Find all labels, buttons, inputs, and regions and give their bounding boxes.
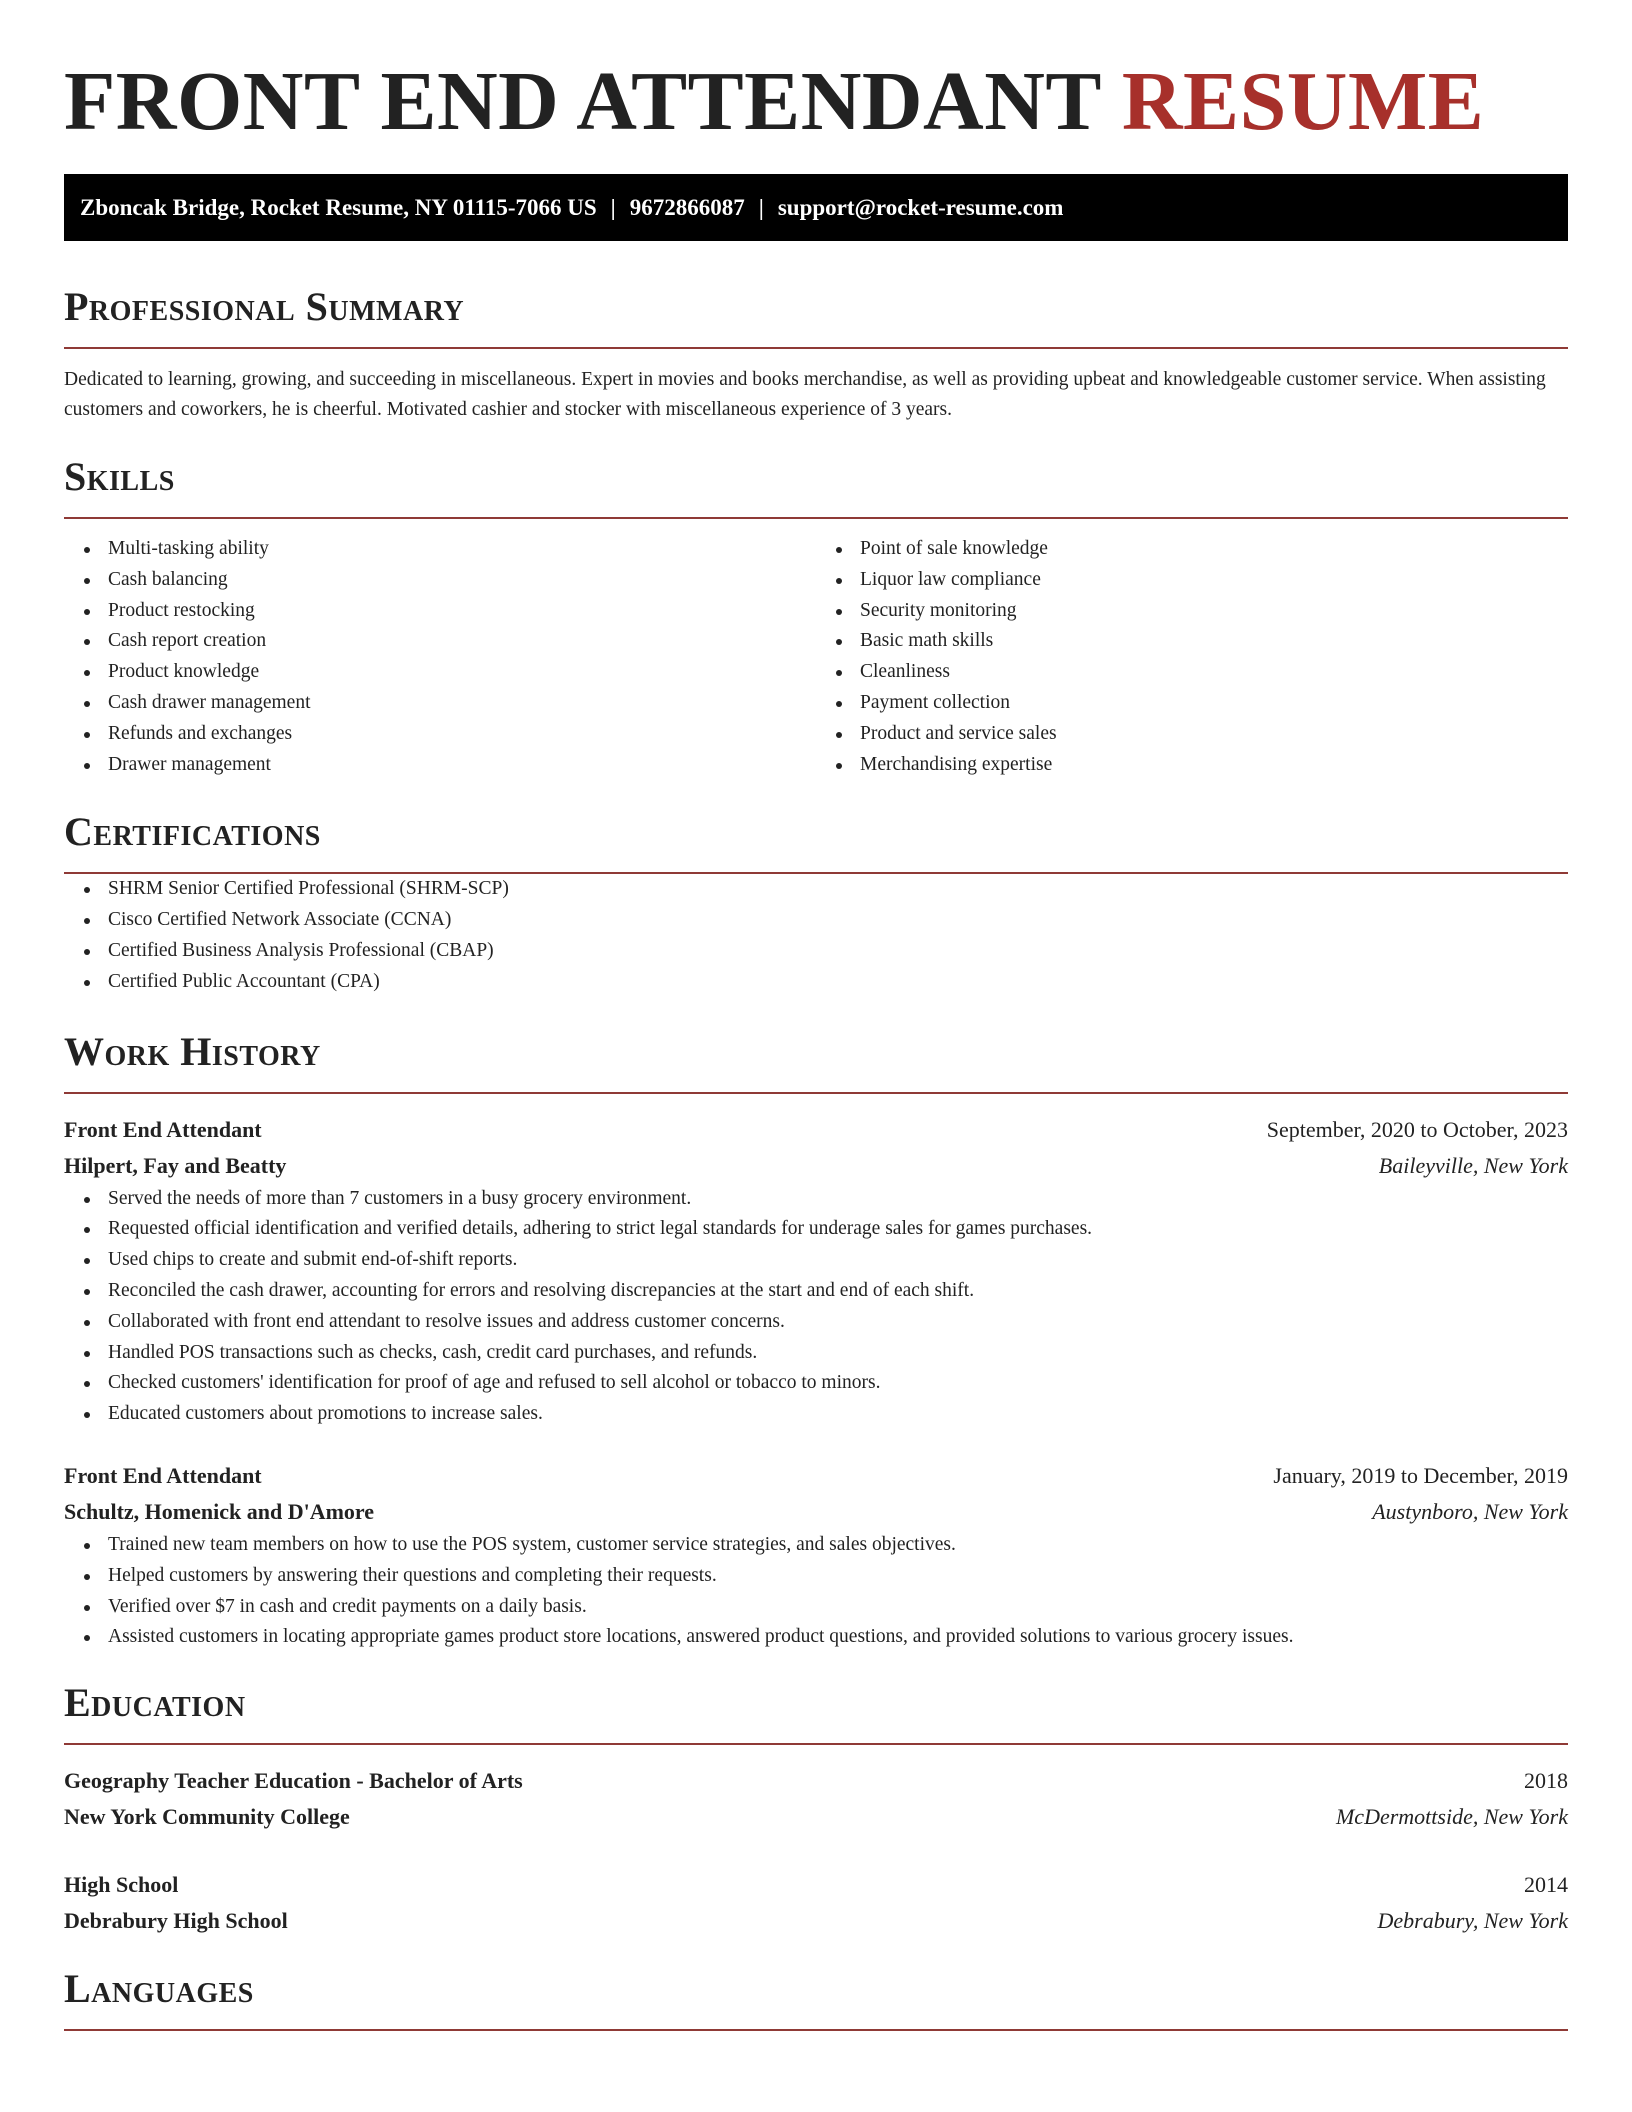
skill-item: Cash drawer management	[108, 688, 816, 719]
education-location: Debrabury, New York	[1377, 1908, 1568, 1934]
skills-grid	[64, 534, 1568, 780]
education-heading: Education	[64, 1677, 1568, 1745]
job-location: Baileyville, New York	[1378, 1152, 1568, 1178]
work-history-heading: Work History	[64, 1026, 1568, 1094]
job-entry	[64, 1112, 1568, 1430]
skills-list-left	[64, 534, 816, 780]
job-duty-item: Served the needs of more than 7 customers in a busy grocery environment.	[108, 1184, 1568, 1215]
education-degree: Geography Teacher Education - Bachelor of Arts	[64, 1768, 523, 1794]
skill-item: Drawer management	[108, 750, 816, 781]
skill-item: Point of sale knowledge	[860, 534, 1568, 565]
certification-item: Cisco Certified Network Associate (CCNA)	[108, 905, 1568, 936]
skills-column-right	[816, 534, 1568, 780]
summary-heading: Professional Summary	[64, 281, 1568, 349]
education-location: McDermottside, New York	[1335, 1804, 1568, 1830]
job-duties-list	[64, 1184, 1568, 1430]
job-title: Front End Attendant	[64, 1116, 262, 1142]
skills-list-right	[816, 534, 1568, 780]
certification-item: Certified Business Analysis Professional (CBAP)	[108, 936, 1568, 967]
skill-item: Liquor law compliance	[860, 565, 1568, 596]
skill-item: Product knowledge	[108, 657, 816, 688]
skill-item: Product restocking	[108, 596, 816, 627]
education-entry	[64, 1763, 1568, 1835]
resume-title-accent: RESUME	[1121, 55, 1485, 148]
education-entry	[64, 1867, 1568, 1939]
contact-email: support@rocket-resume.com	[777, 195, 1064, 220]
skill-item: Product and service sales	[860, 719, 1568, 750]
contact-separator: |	[610, 195, 616, 220]
summary-section	[64, 281, 1568, 425]
languages-section	[64, 1963, 1568, 2031]
job-company-row	[64, 1148, 1568, 1184]
certification-item: SHRM Senior Certified Professional (SHRM-SCP)	[108, 874, 1568, 905]
skills-heading: Skills	[64, 451, 1568, 519]
job-title: Front End Attendant	[64, 1462, 262, 1488]
education-degree-row	[64, 1867, 1568, 1903]
contact-phone: 9672866087	[629, 195, 745, 220]
job-duty-item: Checked customers' identification for proof of age and refused to sell alcohol or tobacco to minors.	[108, 1368, 1568, 1399]
job-dates: January, 2019 to December, 2019	[1273, 1462, 1568, 1488]
skills-column-left	[64, 534, 816, 780]
contact-separator: |	[758, 195, 764, 220]
contact-address: Zboncak Bridge, Rocket Resume, NY 01115-7066 US	[80, 195, 597, 220]
resume-title-main: FRONT END ATTENDANT	[64, 55, 1101, 148]
resume-title	[64, 52, 1568, 152]
job-duty-item: Used chips to create and submit end-of-shift reports.	[108, 1245, 1568, 1276]
job-duty-item: Verified over $7 in cash and credit payments on a daily basis.	[108, 1592, 1568, 1623]
skill-item: Security monitoring	[860, 596, 1568, 627]
job-duty-item: Helped customers by answering their questions and completing their requests.	[108, 1561, 1568, 1592]
education-year: 2014	[1524, 1872, 1568, 1898]
job-duties-list	[64, 1530, 1568, 1653]
contact-bar	[64, 174, 1568, 241]
job-duty-item: Collaborated with front end attendant to resolve issues and address customer concerns.	[108, 1307, 1568, 1338]
education-school: New York Community College	[64, 1804, 350, 1830]
skills-section	[64, 451, 1568, 780]
job-company: Schultz, Homenick and D'Amore	[64, 1498, 375, 1524]
summary-text: Dedicated to learning, growing, and succeeding in miscellaneous. Expert in movies and books merchandise, as well as providing upbeat and knowledgeable customer service. When assisting customers and coworkers, he is cheerful. Motivated cashier and stocker with miscellaneous experience of 3 years.	[64, 369, 1546, 420]
education-year: 2018	[1524, 1768, 1568, 1794]
skill-item: Cleanliness	[860, 657, 1568, 688]
skill-item: Cash balancing	[108, 565, 816, 596]
education-school-row	[64, 1903, 1568, 1939]
education-section	[64, 1677, 1568, 1939]
job-duty-item: Educated customers about promotions to increase sales.	[108, 1399, 1568, 1430]
certifications-section	[64, 806, 1568, 997]
job-duty-item: Reconciled the cash drawer, accounting for errors and resolving discrepancies at the start and end of each shift.	[108, 1276, 1568, 1307]
education-school-row	[64, 1799, 1568, 1835]
job-duty-item: Trained new team members on how to use the POS system, customer service strategies, and sales objectives.	[108, 1530, 1568, 1561]
job-duty-item: Requested official identification and verified details, adhering to strict legal standards for underage sales for games purchases.	[108, 1214, 1568, 1245]
certifications-heading: Certifications	[64, 806, 1568, 874]
job-dates: September, 2020 to October, 2023	[1266, 1116, 1568, 1142]
skill-item: Payment collection	[860, 688, 1568, 719]
job-entry	[64, 1458, 1568, 1653]
job-title-row	[64, 1458, 1568, 1494]
job-company-row	[64, 1494, 1568, 1530]
job-company: Hilpert, Fay and Beatty	[64, 1152, 287, 1178]
work-history-section	[64, 1026, 1568, 1654]
certifications-list	[64, 874, 1568, 997]
languages-heading: Languages	[64, 1963, 1568, 2031]
education-degree-row	[64, 1763, 1568, 1799]
skill-item: Basic math skills	[860, 626, 1568, 657]
skill-item: Multi-tasking ability	[108, 534, 816, 565]
job-title-row	[64, 1112, 1568, 1148]
job-duty-item: Assisted customers in locating appropriate games product store locations, answered product questions, and provided solutions to various grocery issues.	[108, 1622, 1568, 1653]
education-school: Debrabury High School	[64, 1908, 288, 1934]
education-degree: High School	[64, 1872, 179, 1898]
skill-item: Refunds and exchanges	[108, 719, 816, 750]
skill-item: Cash report creation	[108, 626, 816, 657]
job-location: Austynboro, New York	[1372, 1498, 1568, 1524]
job-duty-item: Handled POS transactions such as checks, cash, credit card purchases, and refunds.	[108, 1338, 1568, 1369]
certification-item: Certified Public Accountant (CPA)	[108, 967, 1568, 998]
skill-item: Merchandising expertise	[860, 750, 1568, 781]
